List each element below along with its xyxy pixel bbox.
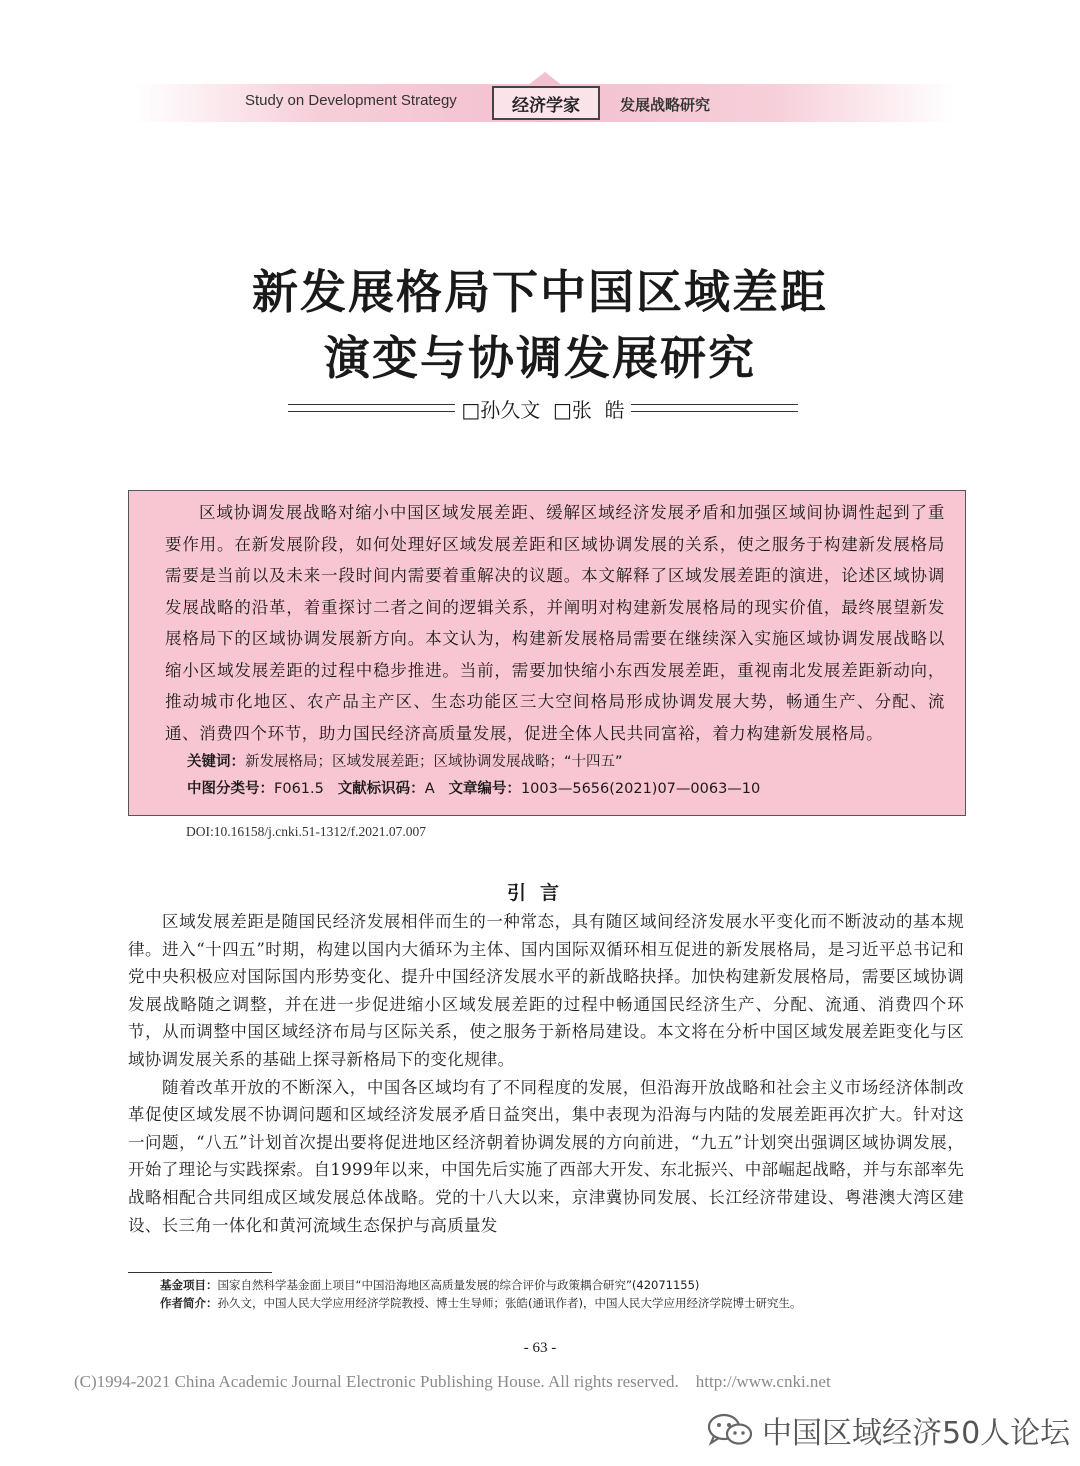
watermark-text: 中国区域经济50人论坛	[762, 1416, 1071, 1451]
page-number: - 63 -	[523, 1340, 557, 1356]
fund-footnote	[160, 1276, 960, 1294]
footnote-rule	[128, 1272, 272, 1273]
article-title-line-1: 新发展格局下中国区域差距	[252, 265, 828, 319]
body-paragraph: 区域发展差距是随国民经济发展相伴而生的一种常态，具有随区域间经济发展水平变化而不断波动的基本规律。进入“十四五”时期，构建以国内大循环为主体、国内国际双循环相互促进的新发展格局，是习近平总书记和党中央积极应对国际国内形势变化、提升中国经济发展水平的新战略抉择。加快构建新发展格局，需要区域协调发展战略随之调整，并在进一步促进缩小区域发展差距的过程中畅通国民经济生产、分配、流通、消费四个环节，从而调整中国区域经济布局与区际关系，使之服务于新格局建设。本文将在分析中国区域发展差距变化与区域协调发展关系的基础上探寻新格局下的变化规律。	[128, 912, 964, 1069]
article-title-line-2: 演变与协调发展研究	[324, 331, 756, 385]
doc-code-label: 文献标识码：	[337, 781, 425, 797]
keywords-label: 关键词：	[187, 754, 245, 770]
journal-badge: 经济学家	[492, 86, 600, 120]
footnotes	[160, 1276, 960, 1312]
article-no-label: 文章编号：	[448, 781, 521, 797]
body-paragraph: 随着改革开放的不断深入，中国各区域均有了不同程度的发展，但沿海开放战略和社会主义市场经济体制改革促使区域发展不协调问题和区域经济发展矛盾日益突出，集中表现为沿海与内陆的发展差距再次扩大。针对这一问题，“八五”计划首次提出要将促进地区经济朝着协调发展的方向前进，“九五”计划突出强调区域协调发展，开始了理论与实践探索。自1999年以来，中国先后实施了西部大开发、东北振兴、中部崛起战略，并与东部率先战略相配合共同组成区域发展总体战略。党的十八大以来，京津冀协同发展、长江经济带建设、粤港澳大湾区建设、长三角一体化和黄河流域生态保护与高质量发	[128, 1077, 964, 1235]
fund-label: 基金项目：	[160, 1278, 218, 1292]
section-heading: 引言	[506, 882, 573, 904]
wechat-icon	[706, 1412, 754, 1448]
abstract-text: 区域协调发展战略对缩小中国区域发展差距、缓解区域经济发展矛盾和加强区域间协调性起到了重要作用。在新发展阶段，如何处理好区域发展差距和区域协调发展的关系，使之服务于构建新发展格局需要是当前以及未来一段时间内需要着重解决的议题。本文解释了区域发展差距的演进，论述区域协调发展战略的沿革，着重探讨二者之间的逻辑关系，并阐明对构建新发展格局的现实价值，最终展望新发展格局下的区域协调发展新方向。本文认为，构建新发展格局需要在继续深入实施区域协调发展战略以缩小区域发展差距的过程中稳步推进。当前，需要加快缩小东西发展差距，重视南北发展差距新动向，推动城市化地区、农产品主产区、生态功能区三大空间格局形成协调发展大势，畅通生产、分配、流通、消费四个环节，助力国民经济高质量发展，促进全体人民共同富裕，着力构建新发展格局。	[165, 503, 945, 743]
watermark	[706, 1408, 1070, 1452]
copyright-line: (C)1994-2021 China Academic Journal Electronic Publishing House. All rights reserved. http://www.cnki.net	[74, 1372, 831, 1391]
header-column-title: 发展战略研究	[620, 96, 711, 114]
classification-line	[187, 776, 945, 803]
keywords-line	[187, 749, 945, 776]
author-row	[288, 394, 798, 422]
author-rule-left	[288, 404, 455, 412]
author-footnote	[160, 1294, 960, 1312]
doi: DOI:10.16158/j.cnki.51-1312/f.2021.07.007	[186, 824, 426, 839]
authors: □孙久文 □张 皓	[461, 397, 625, 422]
doc-code-value: A	[424, 781, 435, 797]
author-note-label: 作者简介：	[160, 1296, 218, 1310]
header-english-title: Study on Development Strategy	[245, 92, 457, 109]
body-text	[128, 908, 964, 1239]
clc-label: 中图分类号：	[187, 781, 274, 797]
fund-text: 国家自然科学基金面上项目“中国沿海地区高质量发展的综合评价与政策耦合研究”(42071155)	[217, 1278, 700, 1292]
abstract-box	[128, 490, 966, 816]
clc-value: F061.5	[274, 781, 324, 797]
author-rule-right	[631, 404, 798, 412]
keywords: 新发展格局；区域发展差距；区域协调发展战略；“十四五”	[245, 754, 623, 770]
author-note-text: 孙久文，中国人民大学应用经济学院教授、博士生导师；张皓(通讯作者)，中国人民大学应用经济学院博士研究生。	[217, 1296, 802, 1310]
header-badge-notch	[527, 72, 563, 86]
article-no-value: 1003—5656(2021)07—0063—10	[520, 781, 761, 797]
